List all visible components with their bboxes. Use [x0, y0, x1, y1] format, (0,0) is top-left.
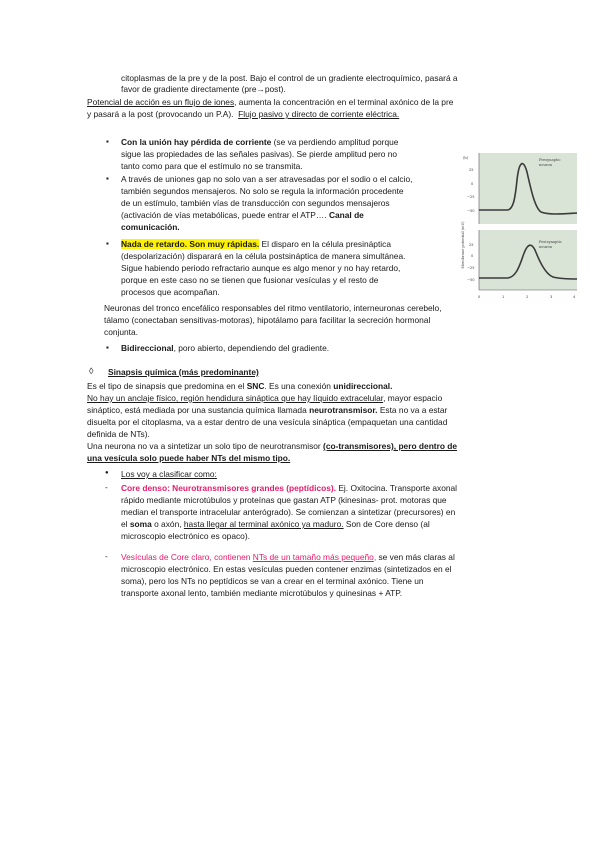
y-tick: −50 — [467, 278, 475, 282]
x-tick: 1 — [502, 295, 505, 299]
text-line: procesos que acompañan. — [121, 287, 220, 297]
pink-text: Vesículas de Core claro, contienen — [121, 552, 253, 562]
text-line — [87, 381, 392, 391]
bold-text: SNC — [246, 381, 265, 391]
text-line — [87, 393, 442, 403]
highlighted-text: Nada de retardo. Son muy rápidas. — [121, 239, 260, 249]
text-line — [121, 552, 455, 562]
text-line — [121, 343, 329, 353]
y-tick: −50 — [467, 209, 475, 213]
text-line — [121, 483, 457, 493]
bottom-legend-line: neuron — [539, 245, 552, 249]
bottom-legend-line: Postsynaptic — [539, 240, 562, 244]
text-line: microscopio electrónico es opaco). — [121, 531, 250, 541]
bold-text: Bidireccional — [121, 343, 174, 353]
y-tick: 25 — [469, 243, 474, 247]
text-line — [121, 210, 364, 220]
text-span: . Es una conexión — [264, 381, 334, 391]
text-line: microscopio electrónico. En estas vesículas pueden contener enzimas (sintetizados en el — [121, 564, 452, 574]
text-line: favor de gradiente directamente (pre→post). — [121, 84, 286, 94]
text-span: o axón, — [151, 519, 184, 529]
text-line: transporte axonal lento, también mediante microtúbulos y quinesinas + ATP. — [121, 588, 403, 598]
section-heading: Sinapsis química (más predominante) — [108, 367, 259, 377]
text-line: Neuronas del tronco encefálico responsables del ritmo ventilatorio, interneuronas cerebelo, — [104, 303, 442, 313]
bold-underlined-text: (co-transmisores), pero dentro de — [323, 441, 458, 451]
text-line: comunicación. — [121, 222, 180, 232]
text-line: sigue las propiedades de las señales pasivas). Se pierde amplitud pero no — [121, 149, 398, 159]
text-span: Ej. Oxitocina. Transporte axonal — [336, 483, 458, 493]
round-bullet-icon: ● — [105, 470, 109, 476]
y-tick: −25 — [467, 195, 475, 199]
pink-bold-text: Core denso: Neurotransmisores grandes (peptídicos). — [121, 483, 337, 493]
text-span: , mayor espacio — [383, 393, 443, 403]
text-span: (activación de vías metabólicas, puede entrar el ATP…. — [121, 210, 329, 220]
text-span: Esta no va a estar — [377, 405, 448, 415]
text-span: el — [121, 519, 130, 529]
text-line: Los voy a clasificar como: — [121, 469, 217, 479]
text-line: tanto como para que el estímulo no se transmita. — [121, 161, 303, 171]
underlined-text: Potencial de acción es un flujo de iones — [87, 97, 235, 107]
bullet-marker: ▪ — [106, 174, 109, 183]
text-line: median el transporte intracelular anterógrado). Se comienzan a sintetizar (precursores) en — [121, 507, 456, 517]
bottom-plot-area — [479, 230, 577, 290]
text-span: Son de Core denso (al — [343, 519, 430, 529]
bold-text: neurotransmisor. — [309, 405, 378, 415]
pink-text: , — [373, 552, 377, 562]
top-legend-line: neuron — [539, 163, 552, 167]
text-line: soma), pero los NTs no peptídicos se van a crear en el terminal axónico. Tiene un — [121, 576, 424, 586]
text-line — [87, 405, 447, 415]
text-line — [121, 239, 391, 249]
text-line: citoplasmas de la pre y de la post. Bajo el control de un gradiente electroquímico, pasará a — [121, 73, 458, 83]
text-line: también segundos mensajeros. No solo se regula la información procedente — [121, 186, 404, 196]
underlined-text: hasta llegar al terminal axónico ya maduro. — [183, 519, 344, 529]
figure-svg — [461, 150, 579, 302]
text-line: conjunta. — [104, 327, 138, 337]
bullet-marker: ▪ — [106, 239, 109, 248]
text-span: , poro abierto, dependiendo del gradiente. — [173, 343, 330, 353]
text-span: , aumenta la concentración en el terminal axónico de la pre — [234, 97, 454, 107]
text-line — [121, 519, 430, 529]
underlined-text: No hay un anclaje físico, región hendidura sináptica que hay líquido extracelular — [87, 393, 384, 403]
bold-text: unidireccional. — [333, 381, 393, 391]
text-line: definida de NTs). — [87, 429, 150, 439]
text-span: Una neurona no va a sintetizar un solo tipo de neurotransmisor — [87, 441, 324, 451]
text-line — [87, 97, 453, 107]
text-line: porque en este caso no se tienen que fusionar vesículas y el resto de — [121, 275, 379, 285]
y-tick: 0 — [471, 254, 474, 258]
x-tick: 0 — [478, 295, 481, 299]
x-tick: 4 — [573, 295, 576, 299]
dash-marker: - — [105, 552, 108, 561]
dash-marker: - — [105, 483, 108, 492]
text-line — [87, 109, 399, 119]
x-tick: 3 — [550, 295, 553, 299]
bold-text: Canal de — [328, 210, 364, 220]
text-span: (se va perdiendo amplitud porque — [271, 137, 399, 147]
pink-underlined-text: NTs de un tamaño más pequeño — [252, 552, 374, 562]
text-line — [121, 137, 398, 147]
text-line: de un estímulo, también vías de transducción con segundos mensajeros — [121, 198, 390, 208]
text-span: sináptico, está mediada por una sustancia química llamada — [87, 405, 310, 415]
x-tick: 2 — [526, 295, 529, 299]
underlined-text: Flujo pasivo y directo de corriente eléctrica. — [238, 109, 400, 119]
text-span: Es el tipo de sinapsis que predomina en el — [87, 381, 247, 391]
top-legend-line: Presynaptic — [539, 158, 561, 162]
bold-text: Con la unión hay pérdida de corriente — [121, 137, 272, 147]
text-line: disuelta por el citoplasma, va a estar dentro de una vesícula sináptica (empaquetan una cantidad — [87, 417, 448, 427]
bold-text: soma — [129, 519, 152, 529]
text-line: tálamo (conectaban sensitivas-motoras), hipotálamo para facilitar la secreción hormonal — [104, 315, 431, 325]
bullet-marker: ▪ — [106, 137, 109, 146]
y-tick: 0 — [471, 182, 474, 186]
text-line: A través de uniones gap no solo van a ser atravesadas por el sodio o el calcio, — [121, 174, 413, 184]
text-line: rápido mediante microtúbulos y proteínas que gastan ATP (kinesinas- prot. motoras que — [121, 495, 447, 505]
text-span: y pasará a la post (provocando un P.A). — [87, 109, 234, 119]
y-tick: −25 — [467, 266, 475, 270]
membrane-potential-figure — [461, 150, 579, 302]
diamond-bullet-icon: ◊ — [89, 366, 94, 376]
text-line — [87, 441, 457, 451]
text-span: El disparo en la célula presináptica — [259, 239, 391, 249]
text-line: una vesícula solo puede haber NTs del mismo tipo. — [87, 453, 291, 463]
panel-label: (b) — [463, 156, 469, 160]
y-tick: 25 — [469, 168, 474, 172]
text-line: (despolarización) disparará en la célula postsináptica de manera simultánea. — [121, 251, 406, 261]
text-line: Sigue habiendo periodo refractario aunque es algo menor y no hay retardo, — [121, 263, 401, 273]
y-axis-label: Membrane potential (mV) — [461, 221, 465, 269]
bullet-marker: ▪ — [106, 343, 109, 352]
text-span: se ven más claras al — [376, 552, 455, 562]
